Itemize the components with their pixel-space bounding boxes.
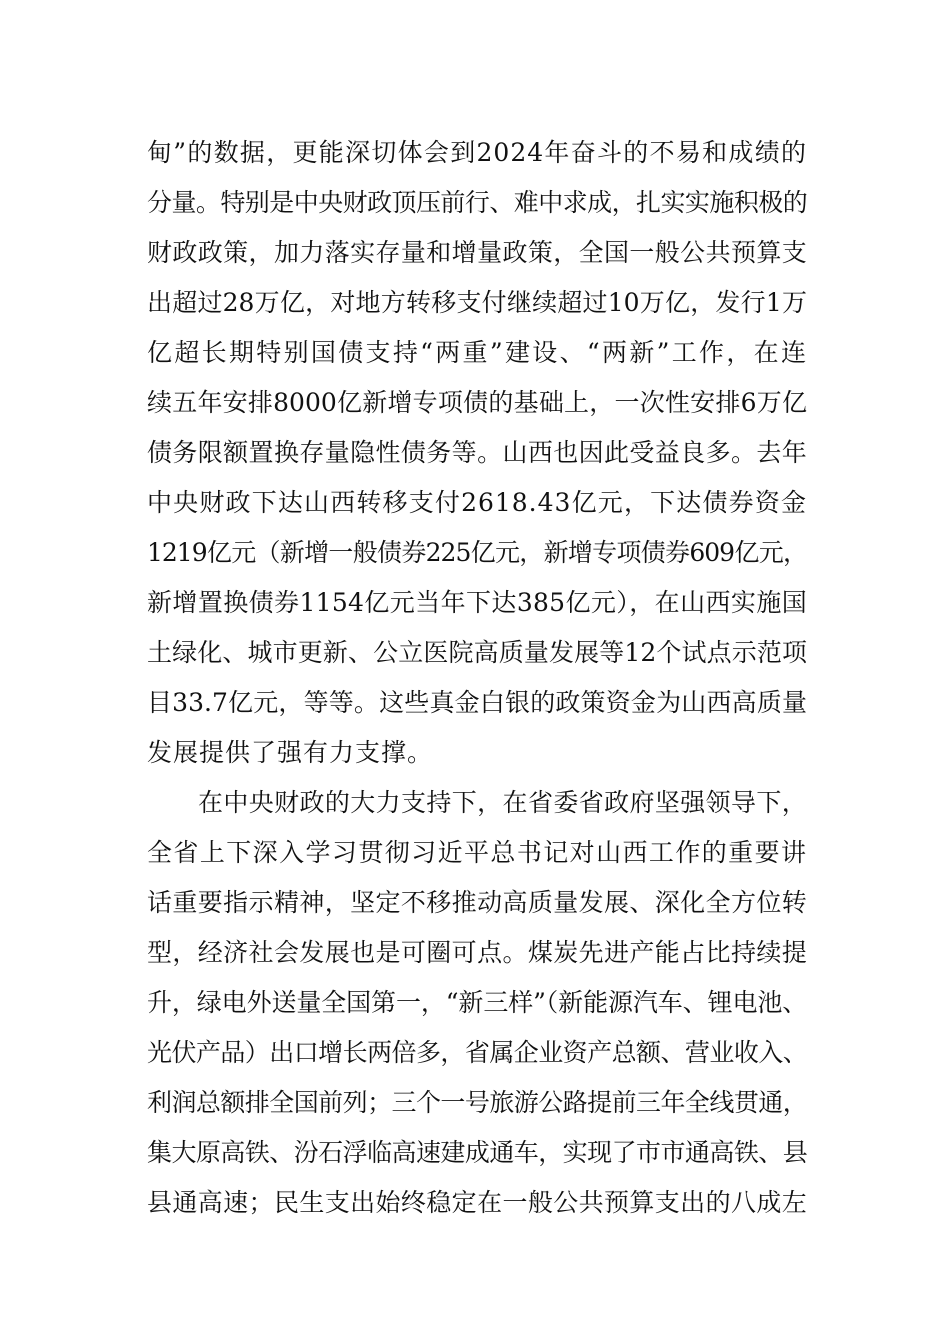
text-line: 利润总额排全国前列；三个一号旅游公路提前三年全线贯通， (147, 1088, 807, 1117)
text-line: 土绿化、城市更新、公立医院高质量发展等12个试点示范项 (147, 638, 807, 667)
text-line: 中央财政下达山西转移支付2618.43亿元，下达债券资金 (147, 488, 807, 517)
paragraph-1 (147, 128, 807, 778)
text-line: 出超过28万亿，对地方转移支付继续超过10万亿，发行1万 (147, 288, 807, 317)
text-line: 财政政策，加力落实存量和增量政策，全国一般公共预算支 (147, 238, 807, 267)
text-line: 分量。特别是中央财政顶压前行、难中求成，扎实实施积极的 (147, 188, 807, 217)
text-line: 升，绿电外送量全国第一，“新三样”（新能源汽车、锂电池、 (147, 988, 807, 1017)
text-line: 集大原高铁、汾石浮临高速建成通车，实现了市市通高铁、县 (147, 1138, 807, 1167)
text-line: 续五年安排8000亿新增专项债的基础上，一次性安排6万亿 (147, 388, 807, 417)
text-line: 发展提供了强有力支撑。 (147, 738, 434, 767)
paragraph-2 (147, 778, 807, 1228)
text-line: 话重要指示精神，坚定不移推动高质量发展、深化全方位转 (147, 888, 807, 917)
text-line: 债务限额置换存量隐性债务等。山西也因此受益良多。去年 (147, 438, 807, 467)
body-text (147, 128, 807, 1228)
text-line: 亿超长期特别国债支持“两重”建设、“两新”工作，在连 (147, 338, 807, 367)
text-line: 型，经济社会发展也是可圈可点。煤炭先进产能占比持续提 (147, 938, 807, 967)
text-line: 新增置换债券1154亿元当年下达385亿元），在山西实施国 (147, 588, 807, 617)
text-line: 县通高速；民生支出始终稳定在一般公共预算支出的八成左 (147, 1188, 807, 1217)
text-line: 1219亿元（新增一般债券225亿元，新增专项债券609亿元， (147, 538, 807, 567)
text-line: 目33.7亿元，等等。这些真金白银的政策资金为山西高质量 (147, 688, 807, 717)
text-line: 在中央财政的大力支持下，在省委省政府坚强领导下， (198, 788, 807, 817)
text-line: 全省上下深入学习贯彻习近平总书记对山西工作的重要讲 (147, 838, 807, 867)
text-line: 光伏产品）出口增长两倍多，省属企业资产总额、营业收入、 (147, 1038, 807, 1067)
text-line: 甸”的数据，更能深切体会到2024年奋斗的不易和成绩的 (147, 138, 807, 167)
